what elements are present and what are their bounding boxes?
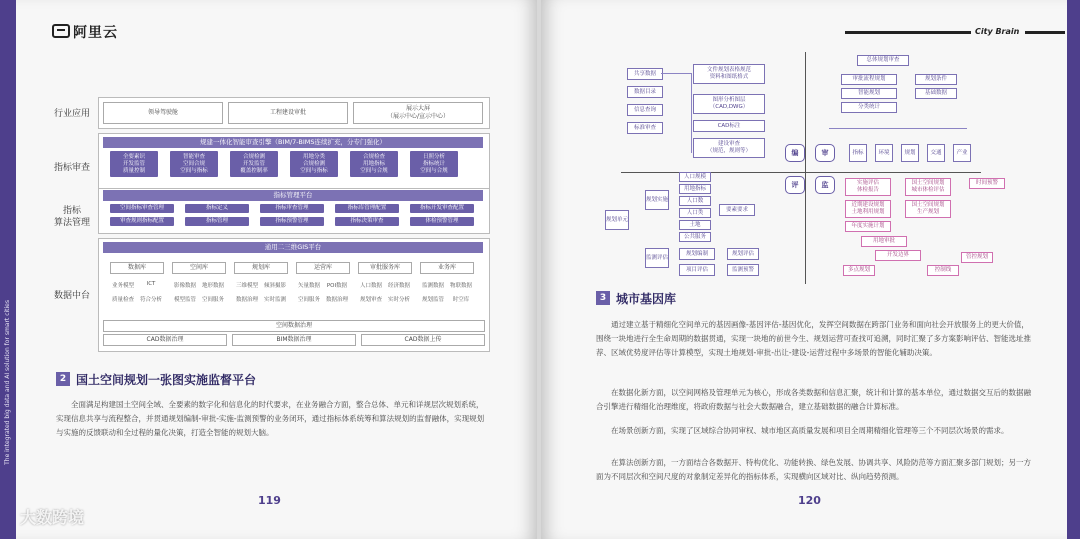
section-title: 城市基因库 (616, 292, 677, 306)
engine-item: 日照分析 指标统计 空间与合规 (410, 151, 458, 177)
gis-sub: 数据治理 (325, 297, 348, 303)
data-foot-box: CAD数据治理 (103, 334, 227, 346)
section-paragraph: 全面满足构建国土空间全域、全要素的数字化和信息化的时代要求，在业务融合方面，整合总体、单元和详规层次规划系统，实现信息共享与流程整合，并贯通规划编制-审批-实施-监测预警的业务闭环，通过指标体系统筹和算法规划的监督融体，实现规划与实施的反馈联动和全过程的量化决策，打造全智能的规划大脑。 (56, 400, 485, 437)
section-number: 3 (596, 291, 610, 305)
connector (661, 73, 691, 74)
diagram-node: 年度实施计划 (845, 221, 891, 232)
diagram-node: 规划实施 (645, 190, 669, 210)
indicator-item: 体检预警管理 (410, 217, 474, 226)
diagram-node: 指标 (849, 144, 867, 162)
engine-item: 全要素识 开发监管 质量控制 (110, 151, 158, 177)
gis-sub: 物联数据 (449, 283, 472, 289)
aliyun-logo (52, 22, 118, 42)
gis-sub: 地形数据 (201, 283, 224, 289)
gis-sub: 时空库 (452, 297, 470, 303)
header-rule-right (1025, 31, 1065, 34)
diagram-node: 标准审查 (627, 122, 663, 134)
engine-title: 规建一体化智能审查引擎（BIM/7-BIMS连续扩充，分专门强化） (103, 137, 483, 148)
connector (829, 128, 967, 129)
section-paragraph: 在数据化新方面，以空间网格及管理单元为核心，形成各类数据和信息汇聚，统计和计算的基本单位，通过数据交互后的数据融合引擎进行精细化治理维度，将政府数据与社会大数据融合，建立基础数据的融合计算标准。 (596, 388, 1031, 411)
diagram-node: 要素要求 (719, 204, 755, 216)
gis-sub: 三维模型 (235, 283, 258, 289)
gis-sub: POI数据 (326, 283, 348, 289)
indicator-item: 指标管理 (185, 217, 249, 226)
diagram-node: 人口数 (679, 196, 711, 206)
hex-node: 审 (815, 144, 835, 162)
section-paragraph: 在场景创新方面，实现了区域综合协同审权、城市地区高质量发展和项目全周期精细化管理等三个不同层次场景的需求。 (611, 426, 1009, 435)
cross-vertical (805, 52, 806, 284)
diagram-node: 土地 (679, 220, 711, 230)
section-number: 2 (56, 372, 70, 386)
gis-sub: 矢量数据 (297, 283, 320, 289)
aliyun-logo-icon (52, 24, 70, 38)
gis-sub: 空间服务 (201, 297, 224, 303)
diagram-node: 图形分析图层 （CAD,DWG） (693, 94, 765, 114)
indicator-item: 指标审查管理 (260, 204, 324, 213)
gis-sub: 监测数据 (421, 283, 444, 289)
header-text: City Brain (975, 27, 1020, 36)
gis-sub: 经济数据 (387, 283, 410, 289)
connector (691, 73, 692, 153)
cross-horizontal (621, 172, 981, 173)
gis-col: 空间库 (172, 262, 226, 274)
row-label-review: 指标审查 (53, 163, 90, 173)
engine-item: 智能审查 空间合规 空间与指标 (170, 151, 218, 177)
diagram-node: 规划单元 (605, 210, 629, 230)
right-page (541, 0, 1080, 539)
diagram-node: 人口类 (679, 208, 711, 218)
diagram-node: 规划评估 (727, 248, 759, 260)
diagram-node: 总体规划审查 (857, 55, 909, 66)
row-label-algorithm: 指标 算法管理 (53, 206, 90, 228)
gis-sub: 倾斜摄影 (263, 283, 286, 289)
app-box: 领导驾驶舱 (103, 102, 223, 124)
row-label-data: 数据中台 (53, 291, 90, 301)
diagram-node: 时间预警 (969, 178, 1005, 189)
gis-sub: 规划监管 (421, 297, 444, 303)
engine-item: 用地分类 合规检测 空间与指标 (290, 151, 338, 177)
gis-sub: 质量检查 (111, 297, 134, 303)
gis-col: 运营库 (296, 262, 350, 274)
diagram-node: 开发边界 (875, 250, 921, 261)
left-strip-text: The integrated big data and AI solution for smart cities (4, 300, 11, 465)
gis-sub: 数据治理 (235, 297, 258, 303)
diagram-node: 管控规划 (961, 252, 993, 263)
page-number: 119 (258, 494, 281, 507)
engine-item: 合规检查 用地指标 空间与合规 (350, 151, 398, 177)
hex-node: 评 (785, 176, 805, 194)
diagram-node: 建设审查 （规范，规则等） (693, 138, 765, 158)
indicator-title: 指标管理平台 (103, 190, 483, 201)
indicator-item: 空间指标审查管理 (110, 204, 174, 213)
data-foot-box: BIM数据治理 (232, 334, 356, 346)
section-title: 国土空间规划一张图实施监督平台 (76, 373, 257, 387)
diagram-node: 规划编制 (679, 248, 715, 260)
diagram-node: 规划条件 (915, 74, 957, 85)
diagram-node: 监测预警 (727, 264, 759, 276)
header-rule (845, 31, 971, 34)
diagram-node: 多点规划 (843, 265, 875, 276)
diagram-node: 交通 (927, 144, 945, 162)
indicator-item: 指标决策审查 (335, 217, 399, 226)
diagram-node: 信息查询 (627, 104, 663, 116)
diagram-node: 实施评估 体检报告 (845, 178, 891, 196)
gis-sub: 业务模型 (111, 283, 134, 289)
diagram-node: 基础数据 (915, 88, 957, 99)
gis-sub: 实时分析 (387, 297, 410, 303)
gis-col: 审批服务库 (358, 262, 412, 274)
hex-node: 监 (815, 176, 835, 194)
diagram-node: 共享数据 (627, 68, 663, 80)
gis-sub: 实时监测 (263, 297, 286, 303)
page-number: 120 (798, 494, 821, 507)
diagram-node: 审批流程规划 (841, 74, 897, 85)
diagram-node: 监测评估 (645, 248, 669, 268)
indicator-item: 审查规则指标配置 (110, 217, 174, 226)
gis-sub: 规划审查 (359, 297, 382, 303)
diagram-node: 控制线 (927, 265, 959, 276)
diagram-node: CAD标注 (693, 120, 765, 132)
data-governance-bar: 空间数据治理 (103, 320, 485, 332)
diagram-node: 用地指标 (679, 184, 711, 194)
diagram-node: 规划 (901, 144, 919, 162)
gis-sub: 空间服务 (297, 297, 320, 303)
gis-col: 规划库 (234, 262, 288, 274)
gis-sub: 模型监管 (173, 297, 196, 303)
diagram-node: 文件规划表格规范 资料和图纸格式 (693, 64, 765, 84)
gis-sub: 人口数据 (359, 283, 382, 289)
diagram-node: 环境 (875, 144, 893, 162)
data-foot-box: CAD数据上传 (361, 334, 485, 346)
diagram-node: 人口规模 (679, 172, 711, 182)
right-side-strip (1067, 0, 1080, 539)
gis-col: 数据库 (110, 262, 164, 274)
diagram-node: 国土空间规划 生产规划 (905, 200, 951, 218)
diagram-node: 数据目录 (627, 86, 663, 98)
indicator-item: 指标库管理配置 (335, 204, 399, 213)
engine-item: 合规检测 开发监管 覆盖控制率 (230, 151, 278, 177)
gis-sub: 符合分析 (139, 297, 162, 303)
section-paragraph: 通过建立基于精细化空间单元的基因画像-基因评估-基因优化，发挥空间数据在跨部门业务和面向社会开放服务上的更大价值，围绕一块地进行全生命周期的数据贯通，实现一块地的前世今生、规划运营可查找可追溯，同时汇聚了多方案影响评估、智能选址推荐、区域优势度评估等计算模型，实现土地规划-审批-出让-建设-运营过程中多场景的智能化辅助决策。 (596, 320, 1031, 357)
gis-sub: 影像数据 (173, 283, 196, 289)
left-page (0, 0, 537, 539)
diagram-node: 智能规划 (841, 88, 897, 99)
diagram-node: 项目评估 (679, 264, 715, 276)
hex-node: 编 (785, 144, 805, 162)
row-label-apps: 行业应用 (53, 109, 90, 119)
diagram-node: 公共服务 (679, 232, 711, 242)
logo-text: 阿里云 (73, 25, 118, 41)
app-box: 工程建设审批 (228, 102, 348, 124)
gis-title: 通用二三维GIS平台 (103, 242, 483, 253)
section-paragraph: 在算法创新方面，一方面结合各数据开、特构优化、功能转换、绿色发展、协调共享、风险防范等方面汇聚多部门规划；另一方面为不同层次和空间尺度的对象制定差异化的指标体系，实现横向区域对比、纵向趋势预测。 (596, 458, 1031, 481)
app-box: 展示大屏 （展示中心/宣示中心） (353, 102, 483, 124)
diagram-node: 分类统计 (841, 102, 897, 113)
indicator-item: 指标开发审查配置 (410, 204, 474, 213)
indicator-item: 指标定义 (185, 204, 249, 213)
diagram-node: 用地审批 (861, 236, 907, 247)
diagram-node: 近期建设规划 土地利用规划 (845, 200, 891, 218)
gis-col: 业务库 (420, 262, 474, 274)
gis-sub: ICT (146, 281, 156, 287)
diagram-node: 产业 (953, 144, 971, 162)
diagram-node: 国土空间规划 城市体检评估 (905, 178, 951, 196)
indicator-item: 指标预警管理 (260, 217, 324, 226)
watermark: 大数跨境 (20, 508, 85, 527)
